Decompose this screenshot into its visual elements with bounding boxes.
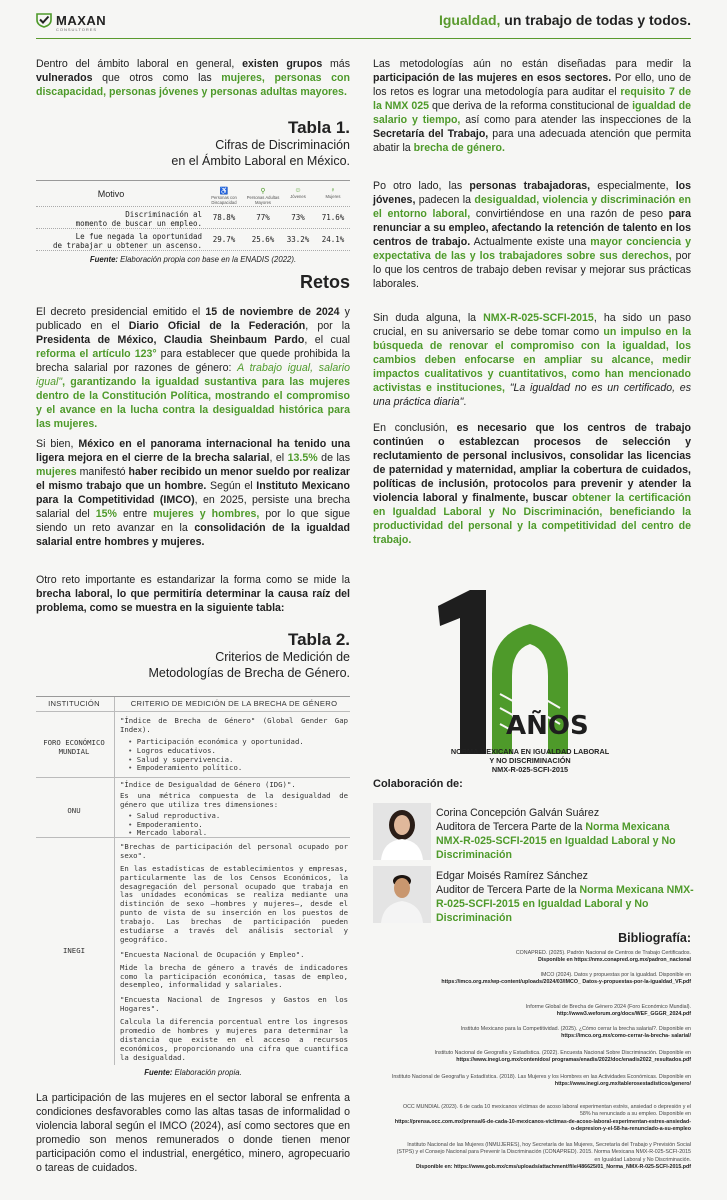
maxan-logo	[36, 12, 106, 28]
maxan-check-shield-icon	[36, 12, 52, 28]
table1-source: Fuente: Elaboración propia con base en la ENADIS (2022).	[89, 255, 297, 264]
t2-inst-inegi: INEGI	[63, 946, 85, 955]
table1-row-2	[36, 229, 350, 251]
table2-grid	[36, 696, 350, 1064]
table1-heading	[36, 118, 350, 169]
bib-item-1: CONAPRED. (2025). Padrón Nacional de Centros de Trabajo Certificados. Disponible en https://nmx.conapred.org.mx/padron_nacional	[515, 950, 691, 964]
t2-header-criterio: CRITERIO DE MEDICIÓN DE LA BRECHA DE GÉNERO	[130, 699, 338, 708]
row1-jovenes: 73%	[291, 213, 305, 222]
table1-grid	[36, 180, 350, 252]
row2-disc: 29.7%	[212, 235, 236, 244]
person-2-photo	[373, 866, 431, 923]
t2-criterio-onu: "Índice de Desigualdad de Género (IDG)". Es una métrica compuesta de la desigualdad de género que utiliza tres dimensiones: • Salud reproductiva. • Empoderamiento. • Mercado laboral.	[120, 781, 348, 838]
right-paragraph-2: Po otro lado, las personas trabajadoras, especialmente, los jóvenes, padecen la desigualdad, violencia y discriminación en el entorno laboral, convirtiéndose en una razón de peso para renunciar a su empleo, afectando la retención de talento en los centros de trabajo. Actualmente existe una mayor conciencia y expectativa de las y los trabajadores sobre sus derechos, por lo que los centros de trabajo deben revisar y mejorar sus prácticas laborales.	[373, 180, 692, 290]
tagline-rest: un trabajo de todas y todos.	[500, 12, 691, 28]
bib-item-4: Instituto Mexicano para la Competitividad. (2025). ¿Cómo cerrar la brecha salarial?. Disponible en https://imco.org.mx/como-cerrar-la-brecha- salarial/	[460, 1026, 691, 1040]
col-disc-icon: ♿	[219, 188, 229, 195]
retos-paragraph-2: Si bien, México en el panorama internacional ha tenido una ligera mejora en el cierre de la brecha salarial, el 13.5% de las mujeres manifestó haber recibido un menor sueldo por realizar el mismo trabajo que un hombre. Según el Instituto Mexicano para la Competitividad (IMCO), en 2025, persiste una brecha salarial del 15% entre mujeres y hombres, por lo que sigue siendo un reto avanzar en la consolidación de la igualdad salarial entre hombres y mujeres.	[36, 438, 350, 548]
header-divider	[36, 38, 691, 39]
row2-jovenes: 33.2%	[286, 235, 310, 244]
bib-item-3: Informe Global de Brecha de Género 2024 (Foro Económico Mundial). http://www3.weforum.org/docs/WEF_GGGR_2024.pdf	[525, 1004, 691, 1018]
t2-sep-0	[36, 711, 350, 712]
bib-item-5: Instituto Nacional de Geografía y Estadística. (2022). Encuesta Nacional Sobre Discriminación. Disponible en https://www.inegi.org.mx/contenidos/ programas/enadis/2022/doc/enadis2022_resultados.pdf	[434, 1050, 691, 1064]
col-jovenes: ☺ Jóvenes	[282, 187, 314, 199]
t2-sep-1	[36, 777, 350, 778]
t2-header-institucion: INSTITUCIÓN	[48, 699, 100, 708]
tagline-green: Igualdad,	[438, 12, 501, 28]
table2-subtitle-1: Criterios de Medición de	[215, 650, 350, 664]
anniversary-line-2: Y NO DISCRIMINACIÓN	[489, 756, 571, 765]
table1-row-1	[36, 207, 350, 229]
col-adultos-mayores: ⚲ Personas Adultas Mayores	[246, 188, 280, 205]
logo-subtitle: CONSULTORES	[56, 27, 98, 32]
col-jovenes-icon: ☺	[294, 187, 302, 194]
retos-title: Retos	[299, 272, 350, 292]
avatar-corina	[373, 803, 431, 860]
table1-subtitle-1: Cifras de Discriminación	[215, 138, 350, 152]
page-header	[0, 0, 727, 44]
row2-mayores: 25.6%	[251, 235, 275, 244]
row1-mayores: 77%	[256, 213, 270, 222]
table2-heading	[36, 630, 350, 681]
row1-label: Discriminación al momento de buscar un empleo.	[75, 210, 202, 228]
bibliography-title: Bibliografía:	[618, 931, 691, 945]
col-mujeres: ♀ Mujeres	[316, 187, 350, 199]
ten-years-logo	[430, 584, 626, 774]
t2-inst-onu: ONU	[67, 806, 81, 815]
table2-subtitle-2: Metodologías de Brecha de Género.	[148, 665, 350, 680]
table2-title: Tabla 2.	[287, 630, 350, 649]
bib-item-8: Instituto Nacional de las Mujeres (INMUJERES), hoy Secretaría de las Mujeres, Secretaría del Trabajo y Previsión Social (STPS) y el Consejo Nacional para Prevenir la Discriminación (CONAPRED). 2015. Norma Mexicana NMX-R-025-SCFI-2015 en Igualdad Laboral y No Discriminación. Disponible en: https://www.gob.mx/cms/uploads/attachment/file/486625/01_Norma_NMX-R-025-SCFI-2015.pdf	[396, 1142, 691, 1170]
row1-disc: 78.8%	[212, 213, 236, 222]
t2-vertical-line	[114, 697, 115, 1065]
col-mujeres-icon: ♀	[330, 187, 336, 194]
closing-left-paragraph: La participación de las mujeres en el sector laboral se enfrenta a condiciones desfavorables como las altas tasas de informalidad o violencia laboral según el IMCO (2024), así como sectores que en promedio son menos remunerados o donde tienen menor participación como el industrial, energético, minero, agropecuario o tareas de cuidados.	[36, 1092, 350, 1174]
collab-person-1: Corina Concepción Galván Suárez Auditora de Tercera Parte de la Norma Mexicana NMX-R-025-SCFI-2015 en Igualdad Laboral y No Discriminación	[436, 807, 676, 862]
table1-title: Tabla 1.	[287, 118, 350, 137]
t2-criterio-foro: "Índice de Brecha de Género" (Global Gender Gap Index). • Participación económica y oportunidad. • Logros educativos. • Salud y supervivencia. • Empoderamiento político.	[120, 717, 348, 773]
logo-text: MAXAN	[56, 12, 107, 28]
anniversary-line-3: NMX-R-025-SCFI-2015	[491, 765, 569, 774]
bib-item-2: IMCO (2024). Datos y propuestas por la igualdad. Disponible en https://imco.org.mx/wp-content/uploads/2024/03/IMCO_ Datos-y-propuestas-por-la-igualdad_VF.pdf	[441, 972, 691, 986]
t2-sep-2	[36, 837, 350, 838]
collab-title: Colaboración de:	[373, 778, 463, 790]
col-motivo: Motivo	[97, 189, 125, 199]
right-paragraph-1: Las metodologías aún no están diseñadas para medir la participación de las mujeres en esos sectores. Por ello, uno de los retos es lograr una metodología para auditar el requisito 7 de la NMX 025 que deriva de la reforma constitucional de igualdad de salario y tiempo, así como para atender las inspecciones de la Secretaría del Trabajo, para una adecuada atención que permita abatir la brecha de género.	[373, 58, 691, 154]
row2-mujeres: 24.1%	[321, 235, 345, 244]
collab-person-2: Edgar Moisés Ramírez Sánchez Auditor de Tercera Parte de la Norma Mexicana NMX-R-025-SCFI-2015 en Igualdad Laboral y No Discriminación	[436, 870, 694, 925]
intro-paragraph: Dentro del ámbito laboral en general, existen grupos más vulnerados que otros como las mujeres, personas con discapacidad, personas jóvenes y personas adultas mayores.	[36, 58, 350, 98]
col-discapacidad: ♿ Personas con Discapacidad	[206, 187, 242, 205]
anos-text: AÑOS	[506, 711, 589, 741]
right-paragraph-4: En conclusión, es necesario que los centros de trabajo continúen o establezcan procesos de selección y reclutamiento de personal inclusivos, consolidar las licencias de paternidad y maternidad, ampliar la cobertura de cuidados, políticas de inclusión, protocolos para prevenir y atender la violencia laboral y finalmente, buscar obtener la certificación en Igualdad Laboral y No Discriminación, beneficiando la productividad del personal y la competitividad del centro de trabajo.	[373, 422, 691, 546]
row2-label: Le fue negada la oportunidad de trabajar u obtener un ascenso.	[52, 232, 202, 250]
t2-inst-foro: FORO ECONÓMICO MUNDIAL	[43, 738, 105, 756]
row1-mujeres: 71.6%	[321, 213, 345, 222]
avatar-edgar	[373, 866, 431, 923]
anniversary-line-1: NORMA MEXICANA EN IGUALDAD LABORAL	[450, 747, 610, 756]
header-tagline	[439, 12, 691, 28]
bib-item-7: OCC MUNDIAL (2023). 6 de cada 10 mexicanos víctimas de acoso laboral experimentan estrés, ansiedad o depresión y el 58% ha renunciado a su empleo. Disponible en https://prensa.occ.com.mx/prensa/6-de-cada-10-mexicanos-victimas-de-acoso-laboral-experimentan-estres-ansiedad-o-depresion-y-el-58-ha-renunciado-a-su-empleo	[394, 1104, 691, 1132]
bib-item-6: Instituto Nacional de Geografía y Estadística. (2018). Las Mujeres y los Hombres en las Actividades Económicas. Disponible en https://www.inegi.org.mx/tablerosestadisticos/genero/	[391, 1074, 691, 1088]
retos-paragraph-1: El decreto presidencial emitido el 15 de noviembre de 2024 y publicado en el Diario Oficial de la Federación, por la Presidenta de México, Claudia Sheinbaum Pardo, el cual reforma el artículo 123° para establecer que quede prohibida la brecha salarial por razones de género: A trabajo igual, salario igual", garantizando la igualdad sustantiva para las mujeres dentro de la Constitución Política, mostrando el compromiso y el avance en la lucha contra la desigualdad histórica para las mujeres.	[36, 306, 350, 430]
person-1-photo	[373, 803, 431, 860]
table2-source: Fuente: Elaboración propia.	[144, 1068, 242, 1077]
retos-paragraph-3: Otro reto importante es estandarizar la forma como se mide la brecha laboral, lo que permitiría determinar la causa raíz del problema, como se muestra en la siguiente tabla:	[36, 574, 350, 614]
table1-header-row	[36, 181, 350, 207]
col-mayores-icon: ⚲	[260, 188, 266, 195]
table1-subtitle-2: en el Ámbito Laboral en México.	[171, 153, 350, 168]
t2-criterio-inegi: "Brechas de participación del personal ocupado por sexo". En las estadísticas de establecimientos y empresas, particularmente las de los Censos Económicos, la desagregación del personal ocupado que trabaja en las unidades económicas se realiza mediante una distinción de sexo –hombres y mujeres–, desde el punto de vista de su inserción en los puestos de trabajo. Las brechas de participación pueden estudiarse a través del análisis sectorial y geográfico. "Encuesta Nacional de Ocupación y Empleo". Mide la brecha de género a través de indicadores como la participación económica, tasas de empleo, desempleo, informalidad y salariales. "Encuesta Nacional de Ingresos y Gastos en los Hogares". Calcula la diferencia porcentual entre los ingresos promedio de hombres y mujeres para determinar la distancia que existe en el acceso a recursos económicos, proporcionando una cifra que cuantifica la desigualdad.	[120, 842, 348, 1062]
right-paragraph-3: Sin duda alguna, la NMX-R-025-SCFI-2015, ha sido un paso crucial, en su aniversario se debe tomar como un impulso en la búsqueda de renovar el compromiso con la igualdad, los cambios deben enfocarse en ampliar su alcance, medir impactos cualitativos y cuantitativos, como han mencionado activistas e instituciones, "La igualdad no es un certificado, es una práctica diaria".	[373, 312, 691, 408]
